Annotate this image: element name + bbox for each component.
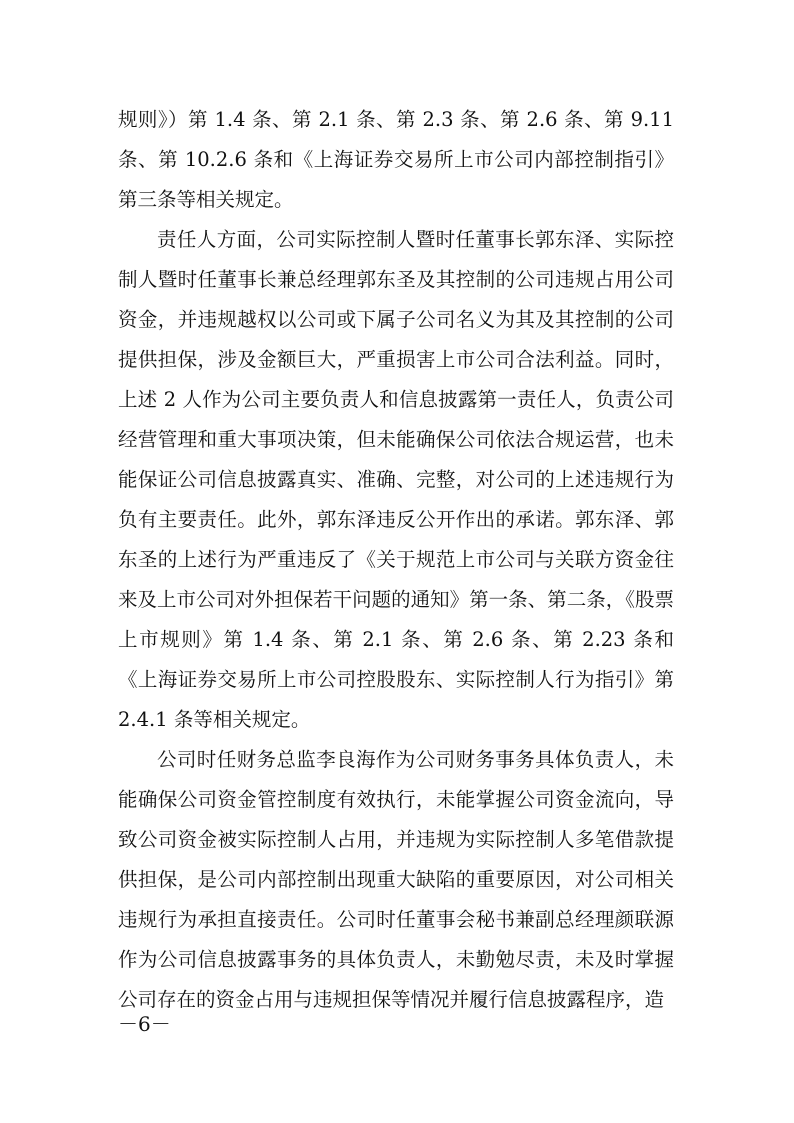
- page-number: －6－: [118, 1012, 171, 1036]
- paragraph-continuation: 规则》）第 1.4 条、第 2.1 条、第 2.3 条、第 2.6 条、第 9.11 条、第 10.2.6 条和《上海证券交易所上市公司内部控制指引》第三条等相关规定。: [118, 108, 674, 211]
- document-body: [118, 100, 674, 1020]
- paragraph-finance-director: 公司时任财务总监李良海作为公司财务事务具体负责人，未能确保公司资金管控制度有效执行，未能掌握公司资金流向，导致公司资金被实际控制人占用，并违规为实际控制人多笔借款提供担保，是公司内部控制出现重大缺陷的重要原因，对公司相关违规行为承担直接责任。公司时任董事会秘书兼副总经理颜联源作为公司信息披露事务的具体负责人，未勤勉尽责，未及时掌握公司存在的资金占用与违规担保等情况并履行信息披露程序，造: [118, 748, 674, 1011]
- paragraph-responsible-persons: 责任人方面，公司实际控制人暨时任董事长郭东泽、实际控制人暨时任董事长兼总经理郭东圣及其控制的公司违规占用公司资金，并违规越权以公司或下属子公司名义为其及其控制的公司提供担保，涉及金额巨大，严重损害上市公司合法利益。同时，上述 2 人作为公司主要负责人和信息披露第一责任人，负责公司经营管理和重大事项决策，但未能确保公司依法合规运营，也未能保证公司信息披露真实、准确、完整，对公司的上述违规行为负有主要责任。此外，郭东泽违反公开作出的承诺。郭东泽、郭东圣的上述行为严重违反了《关于规范上市公司与关联方资金往来及上市公司对外担保若干问题的通知》第一条、第二条，《股票上市规则》第 1.4 条、第 2.1 条、第 2.6 条、第 2.23 条和《上海证券交易所上市公司控股股东、实际控制人行为指引》第 2.4.1 条等相关规定。: [118, 228, 674, 731]
